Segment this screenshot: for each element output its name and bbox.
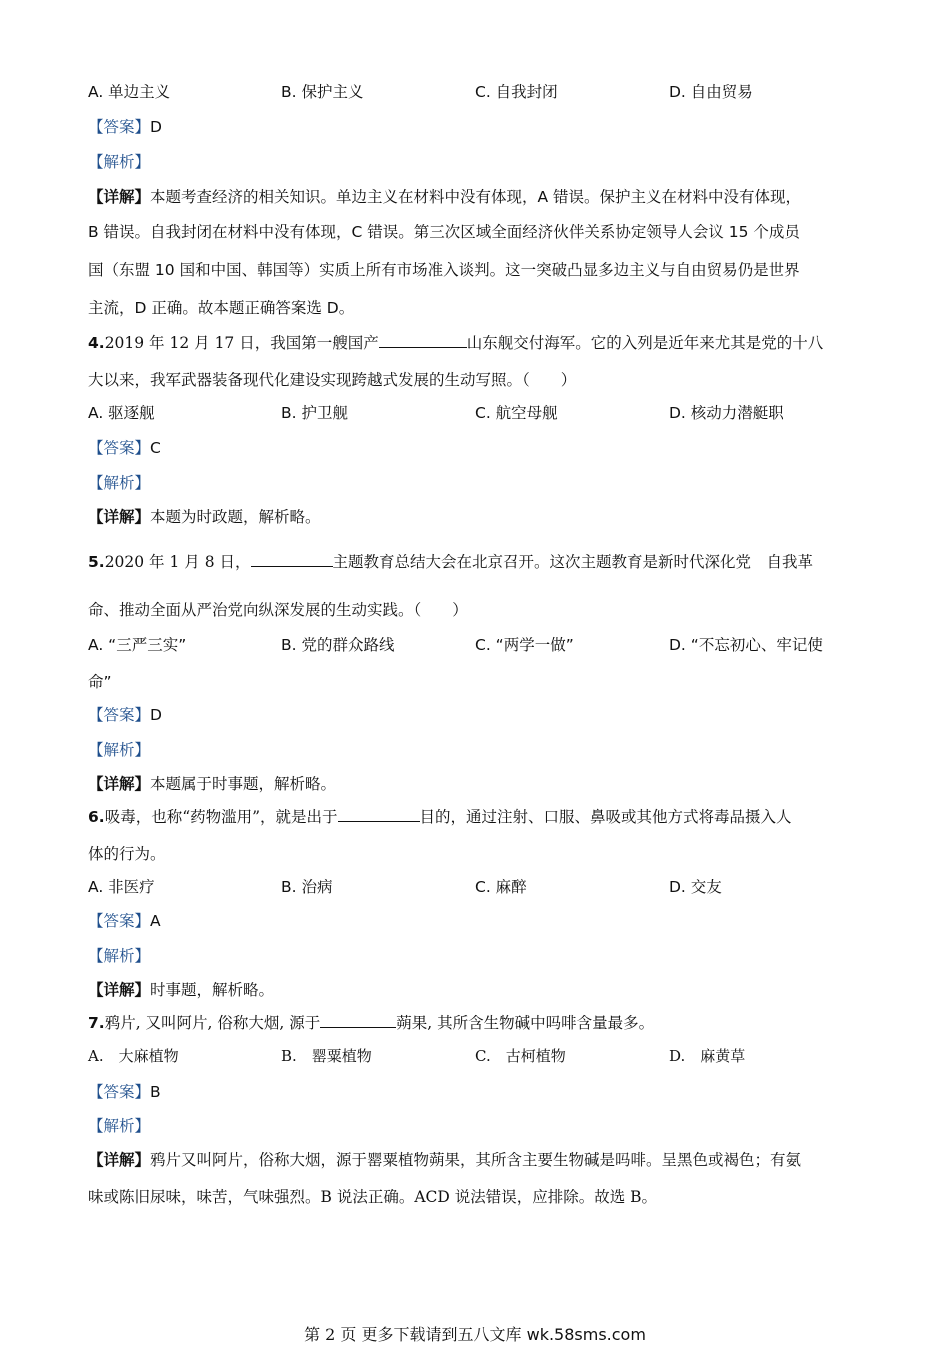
q4-analysis-label: 【解析】 bbox=[88, 474, 151, 492]
q3-options bbox=[88, 80, 868, 102]
q7-detail-line-1 bbox=[88, 1148, 801, 1170]
answer-value: D bbox=[150, 706, 162, 724]
q3-option-b: B. 保护主义 bbox=[281, 83, 364, 101]
q4-blank bbox=[379, 334, 467, 348]
q5-stem-line-1 bbox=[88, 550, 813, 572]
question-number: 5. bbox=[88, 553, 105, 571]
q5-analysis-label: 【解析】 bbox=[88, 741, 151, 759]
q7-analysis-label: 【解析】 bbox=[88, 1117, 151, 1135]
q4-answer bbox=[88, 436, 161, 458]
answer-label: 【答案】 bbox=[88, 706, 151, 724]
answer-label: 【答案】 bbox=[88, 912, 151, 930]
q7-stem-line-1 bbox=[88, 1011, 654, 1033]
q7-answer bbox=[88, 1080, 161, 1102]
q4-option-d: D. 核动力潜艇职 bbox=[669, 404, 784, 422]
q4-option-c: C. 航空母舰 bbox=[475, 404, 558, 422]
q6-stem-line-2: 体的行为。 bbox=[88, 845, 166, 863]
q3-detail-line-1 bbox=[88, 185, 801, 207]
question-number: 7. bbox=[88, 1014, 105, 1032]
q6-option-b: B. 治病 bbox=[281, 878, 333, 896]
q6-analysis-label: 【解析】 bbox=[88, 947, 151, 965]
q3-analysis-label: 【解析】 bbox=[88, 153, 151, 171]
q7-option-d: D. 麻黄草 bbox=[669, 1047, 746, 1065]
q5-options bbox=[88, 633, 868, 655]
q6-options bbox=[88, 875, 868, 897]
answer-value: C bbox=[150, 439, 161, 457]
q6-option-a: A. 非医疗 bbox=[88, 878, 155, 896]
detail-label: 【详解】 bbox=[88, 188, 151, 206]
q5-detail bbox=[88, 772, 336, 794]
q5-option-a: A. “三严三实” bbox=[88, 636, 187, 654]
q7-option-a: A. 大麻植物 bbox=[88, 1047, 179, 1065]
q6-detail bbox=[88, 978, 274, 1000]
detail-label: 【详解】 bbox=[88, 775, 151, 793]
q6-stem-line-1 bbox=[88, 805, 792, 827]
detail-label: 【详解】 bbox=[88, 1151, 151, 1169]
q4-stem-line-1 bbox=[88, 331, 823, 353]
detail-text: 本题考查经济的相关知识。单边主义在材料中没有体现，A 错误。保护主义在材料中没有体现， bbox=[150, 188, 802, 206]
q6-answer bbox=[88, 909, 161, 931]
answer-label: 【答案】 bbox=[88, 439, 151, 457]
q4-stem-line-2: 大以来，我军武器装备现代化建设实现跨越式发展的生动写照。（ ） bbox=[88, 371, 577, 389]
q6-stem-part2: 目的，通过注射、口服、鼻吸或其他方式将毒品摄入人 bbox=[419, 808, 792, 826]
answer-value: D bbox=[150, 118, 162, 136]
q5-option-wrap: 命” bbox=[88, 673, 112, 691]
q7-blank bbox=[320, 1014, 396, 1028]
q7-options bbox=[88, 1045, 868, 1067]
q6-option-c: C. 麻醉 bbox=[475, 878, 527, 896]
q4-options bbox=[88, 401, 868, 423]
detail-text: 本题属于时事题，解析略。 bbox=[150, 775, 337, 793]
answer-label: 【答案】 bbox=[88, 1083, 151, 1101]
question-number: 4. bbox=[88, 334, 105, 352]
answer-label: 【答案】 bbox=[88, 118, 151, 136]
detail-text: 时事题，解析略。 bbox=[150, 981, 275, 999]
q6-option-d: D. 交友 bbox=[669, 878, 722, 896]
q3-option-c: C. 自我封闭 bbox=[475, 83, 558, 101]
q5-answer bbox=[88, 703, 162, 725]
q7-stem-part1: 鸦片, 又叫阿片, 俗称大烟, 源于 bbox=[104, 1014, 321, 1032]
q5-stem-part1: 2020 年 1 月 8 日， bbox=[104, 553, 251, 571]
q7-option-c: C. 古柯植物 bbox=[475, 1047, 566, 1065]
q7-option-b: B. 罂粟植物 bbox=[281, 1047, 372, 1065]
q5-stem-line-2: 命、推动全面从严治党向纵深发展的生动实践。（ ） bbox=[88, 601, 468, 619]
q3-detail-line-3: 国（东盟 10 国和中国、韩国等）实质上所有市场准入谈判。这一突破凸显多边主义与自由贸易仍是世界 bbox=[88, 261, 800, 279]
q5-stem-part2: 主题教育总结大会在北京召开。这次主题教育是新时代深化党 自我革 bbox=[332, 553, 814, 571]
answer-value: B bbox=[150, 1083, 161, 1101]
detail-label: 【详解】 bbox=[88, 981, 151, 999]
q5-blank bbox=[251, 553, 333, 567]
answer-value: A bbox=[150, 912, 161, 930]
q3-detail-line-4: 主流，D 正确。故本题正确答案选 D。 bbox=[88, 299, 355, 317]
q3-option-a: A. 单边主义 bbox=[88, 83, 171, 101]
q3-detail-line-2: B 错误。自我封闭在材料中没有体现，C 错误。第三次区域全面经济伙伴关系协定领导人会议 15 个成员 bbox=[88, 223, 800, 241]
question-number: 6. bbox=[88, 808, 105, 826]
q4-stem-part2: 山东舰交付海军。它的入列是近年来尤其是党的十八 bbox=[466, 334, 824, 352]
q7-detail-line-2: 味或陈旧尿味，味苦，气味强烈。B 说法正确。ACD 说法错误，应排除。故选 B。 bbox=[88, 1188, 658, 1206]
q3-answer bbox=[88, 115, 162, 137]
q4-detail bbox=[88, 505, 321, 527]
q5-option-c: C. “两学一做” bbox=[475, 636, 574, 654]
q3-option-d: D. 自由贸易 bbox=[669, 83, 753, 101]
q7-stem-part2: 蒴果, 其所含生物碱中吗啡含量最多。 bbox=[396, 1014, 655, 1032]
detail-text: 鸦片又叫阿片，俗称大烟，源于罂粟植物蒴果，其所含主要生物碱是吗啡。呈黑色或褐色；有氨 bbox=[150, 1151, 802, 1169]
detail-label: 【详解】 bbox=[88, 508, 151, 526]
q4-stem-part1: 2019 年 12 月 17 日，我国第一艘国产 bbox=[104, 334, 379, 352]
footer-text: 第 2 页 更多下载请到五八文库 bbox=[304, 1325, 527, 1344]
q4-option-b: B. 护卫舰 bbox=[281, 404, 348, 422]
footer-link[interactable]: wk.58sms.com bbox=[526, 1325, 646, 1344]
page-footer bbox=[0, 1322, 950, 1345]
q5-option-d: D. “不忘初心、牢记使 bbox=[669, 636, 823, 654]
detail-text: 本题为时政题，解析略。 bbox=[150, 508, 321, 526]
q5-option-b: B. 党的群众路线 bbox=[281, 636, 395, 654]
q6-stem-part1: 吸毒，也称“药物滥用”，就是出于 bbox=[104, 808, 338, 826]
q6-blank bbox=[338, 808, 420, 822]
q4-option-a: A. 驱逐舰 bbox=[88, 404, 155, 422]
